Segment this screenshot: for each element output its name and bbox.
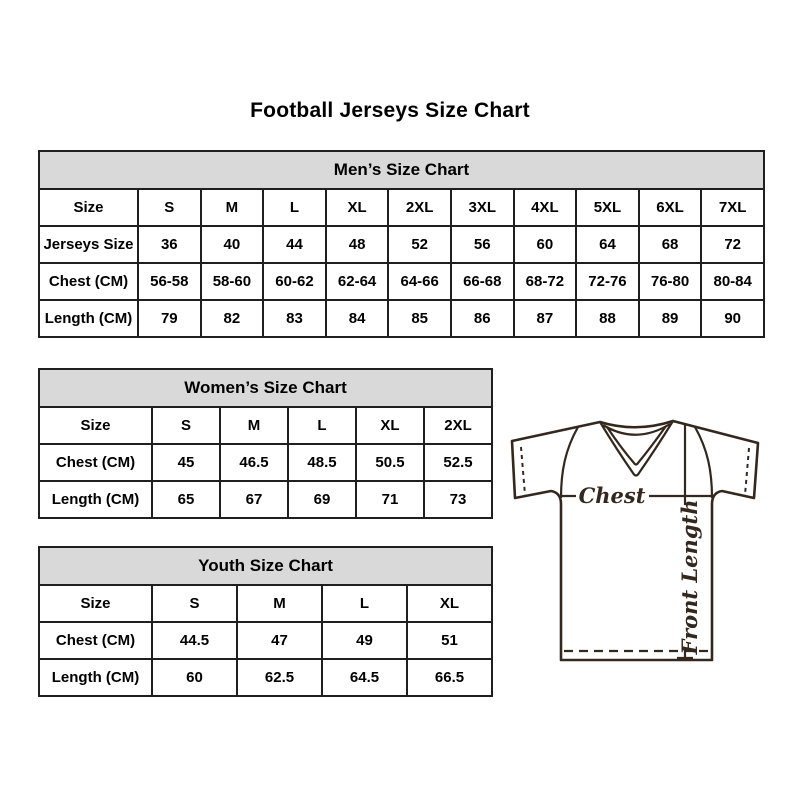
size-cell: 45 — [152, 444, 220, 481]
size-cell: 46.5 — [220, 444, 288, 481]
size-cell: 36 — [138, 226, 201, 263]
jersey-diagram-svg — [506, 412, 772, 668]
size-cell: L — [288, 407, 356, 444]
size-cell: 6XL — [639, 189, 702, 226]
size-cell: 60-62 — [263, 263, 326, 300]
size-cell: 48 — [326, 226, 389, 263]
table-title: Women’s Size Chart — [39, 369, 492, 407]
size-cell: XL — [407, 585, 492, 622]
row-label: Chest (CM) — [39, 622, 152, 659]
size-cell: M — [220, 407, 288, 444]
size-cell: 49 — [322, 622, 407, 659]
size-cell: XL — [356, 407, 424, 444]
left-cuff-stitch-line — [521, 447, 525, 495]
row-label: Size — [39, 585, 152, 622]
size-cell: 4XL — [514, 189, 577, 226]
size-cell: 76-80 — [639, 263, 702, 300]
size-cell: 44 — [263, 226, 326, 263]
size-cell: 66-68 — [451, 263, 514, 300]
size-cell: 89 — [639, 300, 702, 337]
size-cell: M — [237, 585, 322, 622]
youth-size-chart-table — [38, 546, 493, 697]
womens-size-chart — [38, 368, 493, 519]
size-cell: 56 — [451, 226, 514, 263]
table-title: Youth Size Chart — [39, 547, 492, 585]
size-cell: XL — [326, 189, 389, 226]
size-cell: 66.5 — [407, 659, 492, 696]
mens-size-chart-table — [38, 150, 765, 338]
size-cell: M — [201, 189, 264, 226]
size-cell: L — [263, 189, 326, 226]
row-label: Length (CM) — [39, 481, 152, 518]
size-cell: 52 — [388, 226, 451, 263]
jersey-outline — [512, 421, 758, 660]
size-cell: 48.5 — [288, 444, 356, 481]
size-cell: 85 — [388, 300, 451, 337]
womens-size-chart-table — [38, 368, 493, 519]
size-cell: 88 — [576, 300, 639, 337]
youth-size-chart — [38, 546, 493, 697]
size-cell: S — [152, 585, 237, 622]
front-length-label-group — [676, 500, 702, 656]
jersey-measurement-diagram — [506, 412, 772, 668]
row-label: Jerseys Size — [39, 226, 138, 263]
row-label: Size — [39, 189, 138, 226]
row-label: Chest (CM) — [39, 444, 152, 481]
size-cell: 86 — [451, 300, 514, 337]
page-title: Football Jerseys Size Chart — [250, 99, 530, 122]
size-cell: 56-58 — [138, 263, 201, 300]
size-cell: 79 — [138, 300, 201, 337]
size-cell: 60 — [152, 659, 237, 696]
left-armhole-seam — [561, 427, 578, 498]
size-cell: S — [138, 189, 201, 226]
size-cell: 5XL — [576, 189, 639, 226]
size-cell: 3XL — [451, 189, 514, 226]
size-cell: 58-60 — [201, 263, 264, 300]
size-cell: 52.5 — [424, 444, 492, 481]
size-cell: 71 — [356, 481, 424, 518]
size-cell: 64-66 — [388, 263, 451, 300]
size-cell: 2XL — [424, 407, 492, 444]
size-cell: S — [152, 407, 220, 444]
size-cell: 84 — [326, 300, 389, 337]
chest-measure-label: Chest — [578, 483, 646, 508]
size-cell: 69 — [288, 481, 356, 518]
size-cell: 7XL — [701, 189, 764, 226]
size-cell: 68 — [639, 226, 702, 263]
row-label: Chest (CM) — [39, 263, 138, 300]
size-cell: 67 — [220, 481, 288, 518]
right-cuff-stitch-line — [745, 448, 749, 495]
size-cell: 65 — [152, 481, 220, 518]
size-cell: 60 — [514, 226, 577, 263]
size-cell: 44.5 — [152, 622, 237, 659]
size-cell: 80-84 — [701, 263, 764, 300]
size-cell: 90 — [701, 300, 764, 337]
size-cell: 87 — [514, 300, 577, 337]
size-cell: 62.5 — [237, 659, 322, 696]
size-cell: 51 — [407, 622, 492, 659]
size-cell: 72 — [701, 226, 764, 263]
size-cell: 64.5 — [322, 659, 407, 696]
mens-size-chart — [38, 150, 765, 338]
size-cell: L — [322, 585, 407, 622]
row-label: Length (CM) — [39, 659, 152, 696]
size-cell: 64 — [576, 226, 639, 263]
size-cell: 68-72 — [514, 263, 577, 300]
size-cell: 72-76 — [576, 263, 639, 300]
table-title: Men’s Size Chart — [39, 151, 764, 189]
size-cell: 62-64 — [326, 263, 389, 300]
right-armhole-seam — [695, 427, 712, 498]
size-cell: 47 — [237, 622, 322, 659]
size-cell: 83 — [263, 300, 326, 337]
row-label: Size — [39, 407, 152, 444]
size-cell: 82 — [201, 300, 264, 337]
size-cell: 2XL — [388, 189, 451, 226]
size-cell: 40 — [201, 226, 264, 263]
front-length-measure-label: Front Length — [677, 499, 702, 655]
row-label: Length (CM) — [39, 300, 138, 337]
size-cell: 50.5 — [356, 444, 424, 481]
size-cell: 73 — [424, 481, 492, 518]
